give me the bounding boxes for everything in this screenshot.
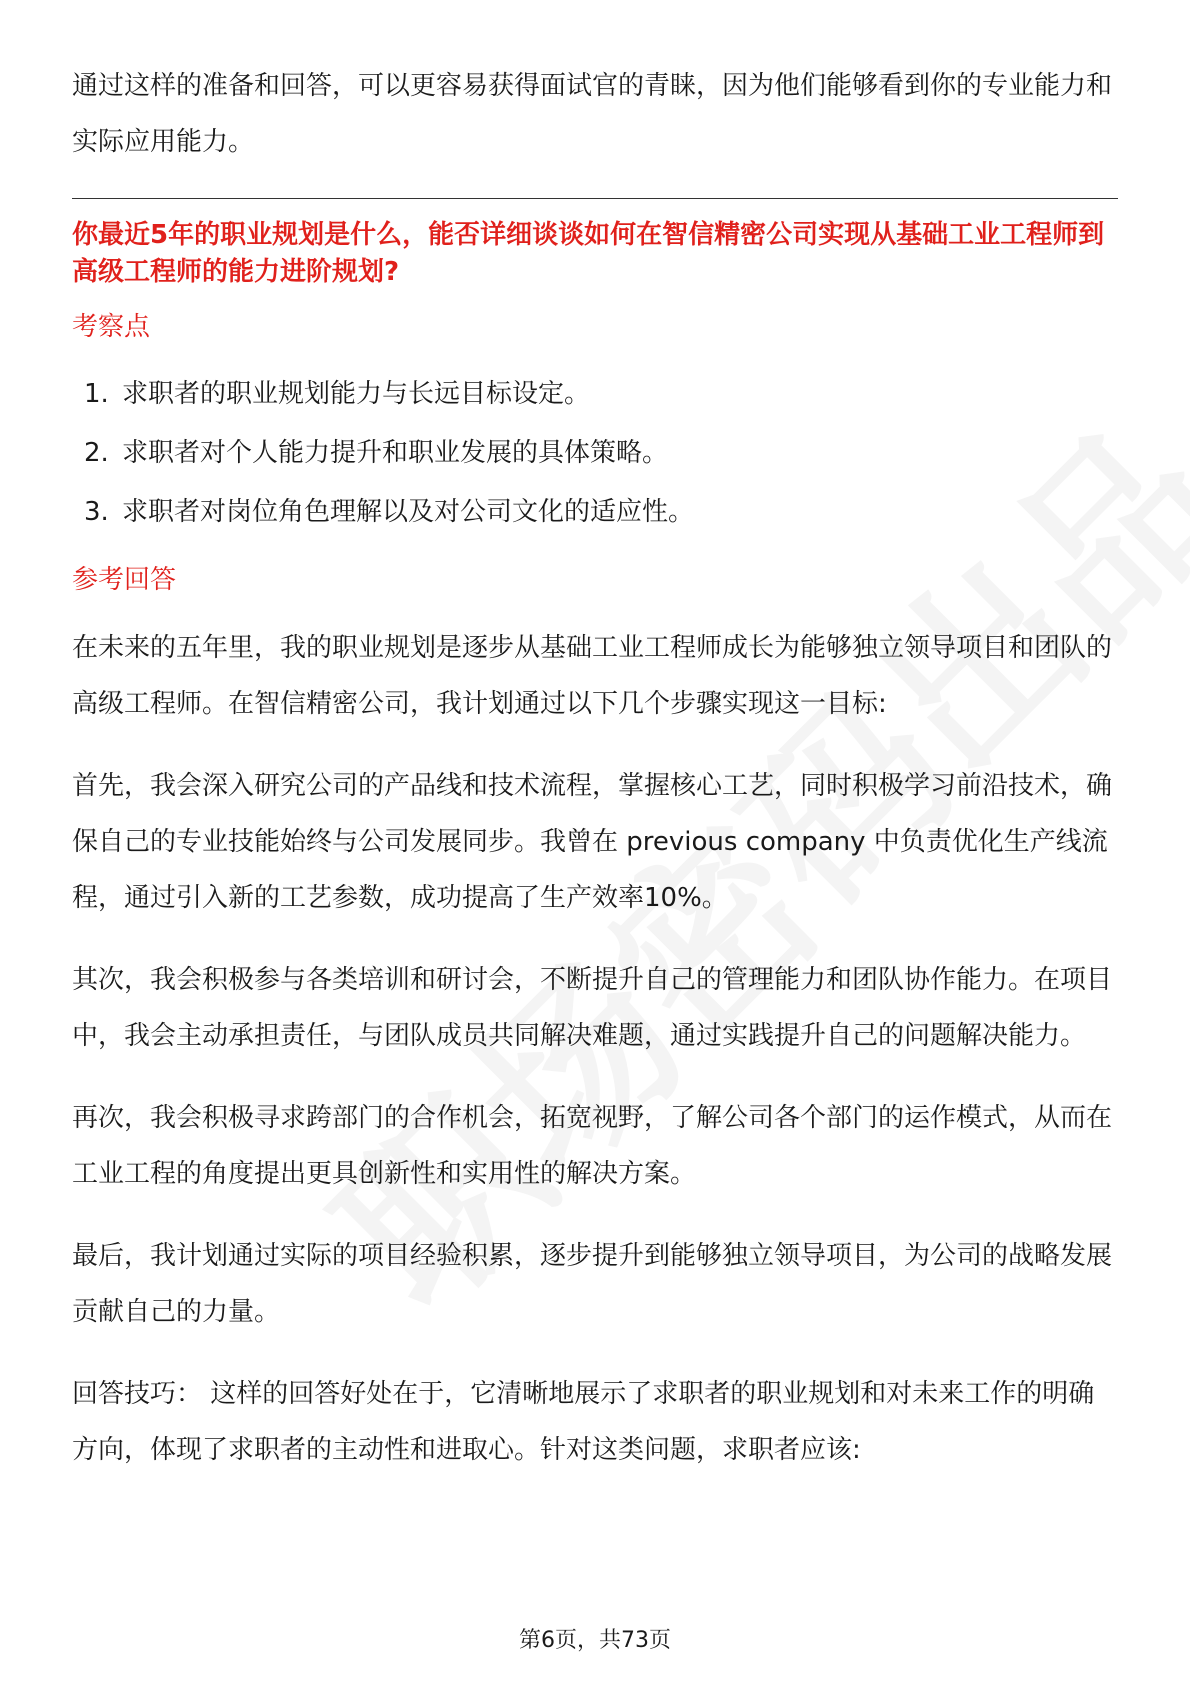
list-item (72, 483, 1118, 542)
tips-paragraph: 回答技巧： 这样的回答好处在于，它清晰地展示了求职者的职业规划和对未来工作的明确方向，体现了求职者的主动性和进取心。针对这类问题，求职者应该: (72, 1379, 1095, 1465)
answer-paragraph: 其次，我会积极参与各类培训和研讨会，不断提升自己的管理能力和团队协作能力。在项目中，我会主动承担责任，与团队成员共同解决难题，通过实践提升自己的问题解决能力。 (72, 965, 1113, 1051)
list-number: 1. (84, 379, 109, 409)
answer-paragraph: 再次，我会积极寻求跨部门的合作机会，拓宽视野，了解公司各个部门的运作模式，从而在工业工程的角度提出更具创新性和实用性的解决方案。 (72, 1103, 1113, 1189)
points-list (72, 365, 1118, 542)
answer-paragraph: 最后，我计划通过实际的项目经验积累，逐步提升到能够独立领导项目，为公司的战略发展贡献自己的力量。 (72, 1241, 1113, 1327)
page-number-footer: 第6页，共73页 (519, 1628, 671, 1653)
answer-paragraph: 首先，我会深入研究公司的产品线和技术流程，掌握核心工艺，同时积极学习前沿技术，确保自己的专业技能始终与公司发展同步。我曾在 previous company 中负责优化生产线流程，通过引入新的工艺参数，成功提高了生产效率10%。 (72, 771, 1113, 913)
list-text: 求职者的职业规划能力与长远目标设定。 (122, 379, 591, 409)
question-heading: 你最近5年的职业规划是什么，能否详细谈谈如何在智信精密公司实现从基础工业工程师到高级工程师的能力进阶规划? (72, 220, 1105, 287)
intro-paragraph: 通过这样的准备和回答，可以更容易获得面试官的青睐，因为他们能够看到你的专业能力和实际应用能力。 (72, 71, 1113, 157)
answer-paragraph: 在未来的五年里，我的职业规划是逐步从基础工业工程师成长为能够独立领导项目和团队的高级工程师。在智信精密公司，我计划通过以下几个步骤实现这一目标: (72, 633, 1113, 719)
list-text: 求职者对个人能力提升和职业发展的具体策略。 (122, 438, 669, 468)
answer-section-title: 参考回答 (72, 565, 177, 595)
list-text: 求职者对岗位角色理解以及对公司文化的适应性。 (122, 497, 695, 527)
list-number: 2. (84, 438, 109, 468)
points-section-title: 考察点 (72, 312, 151, 342)
list-number: 3. (84, 497, 109, 527)
divider (72, 198, 1118, 199)
list-item (72, 365, 1118, 424)
list-item (72, 424, 1118, 483)
